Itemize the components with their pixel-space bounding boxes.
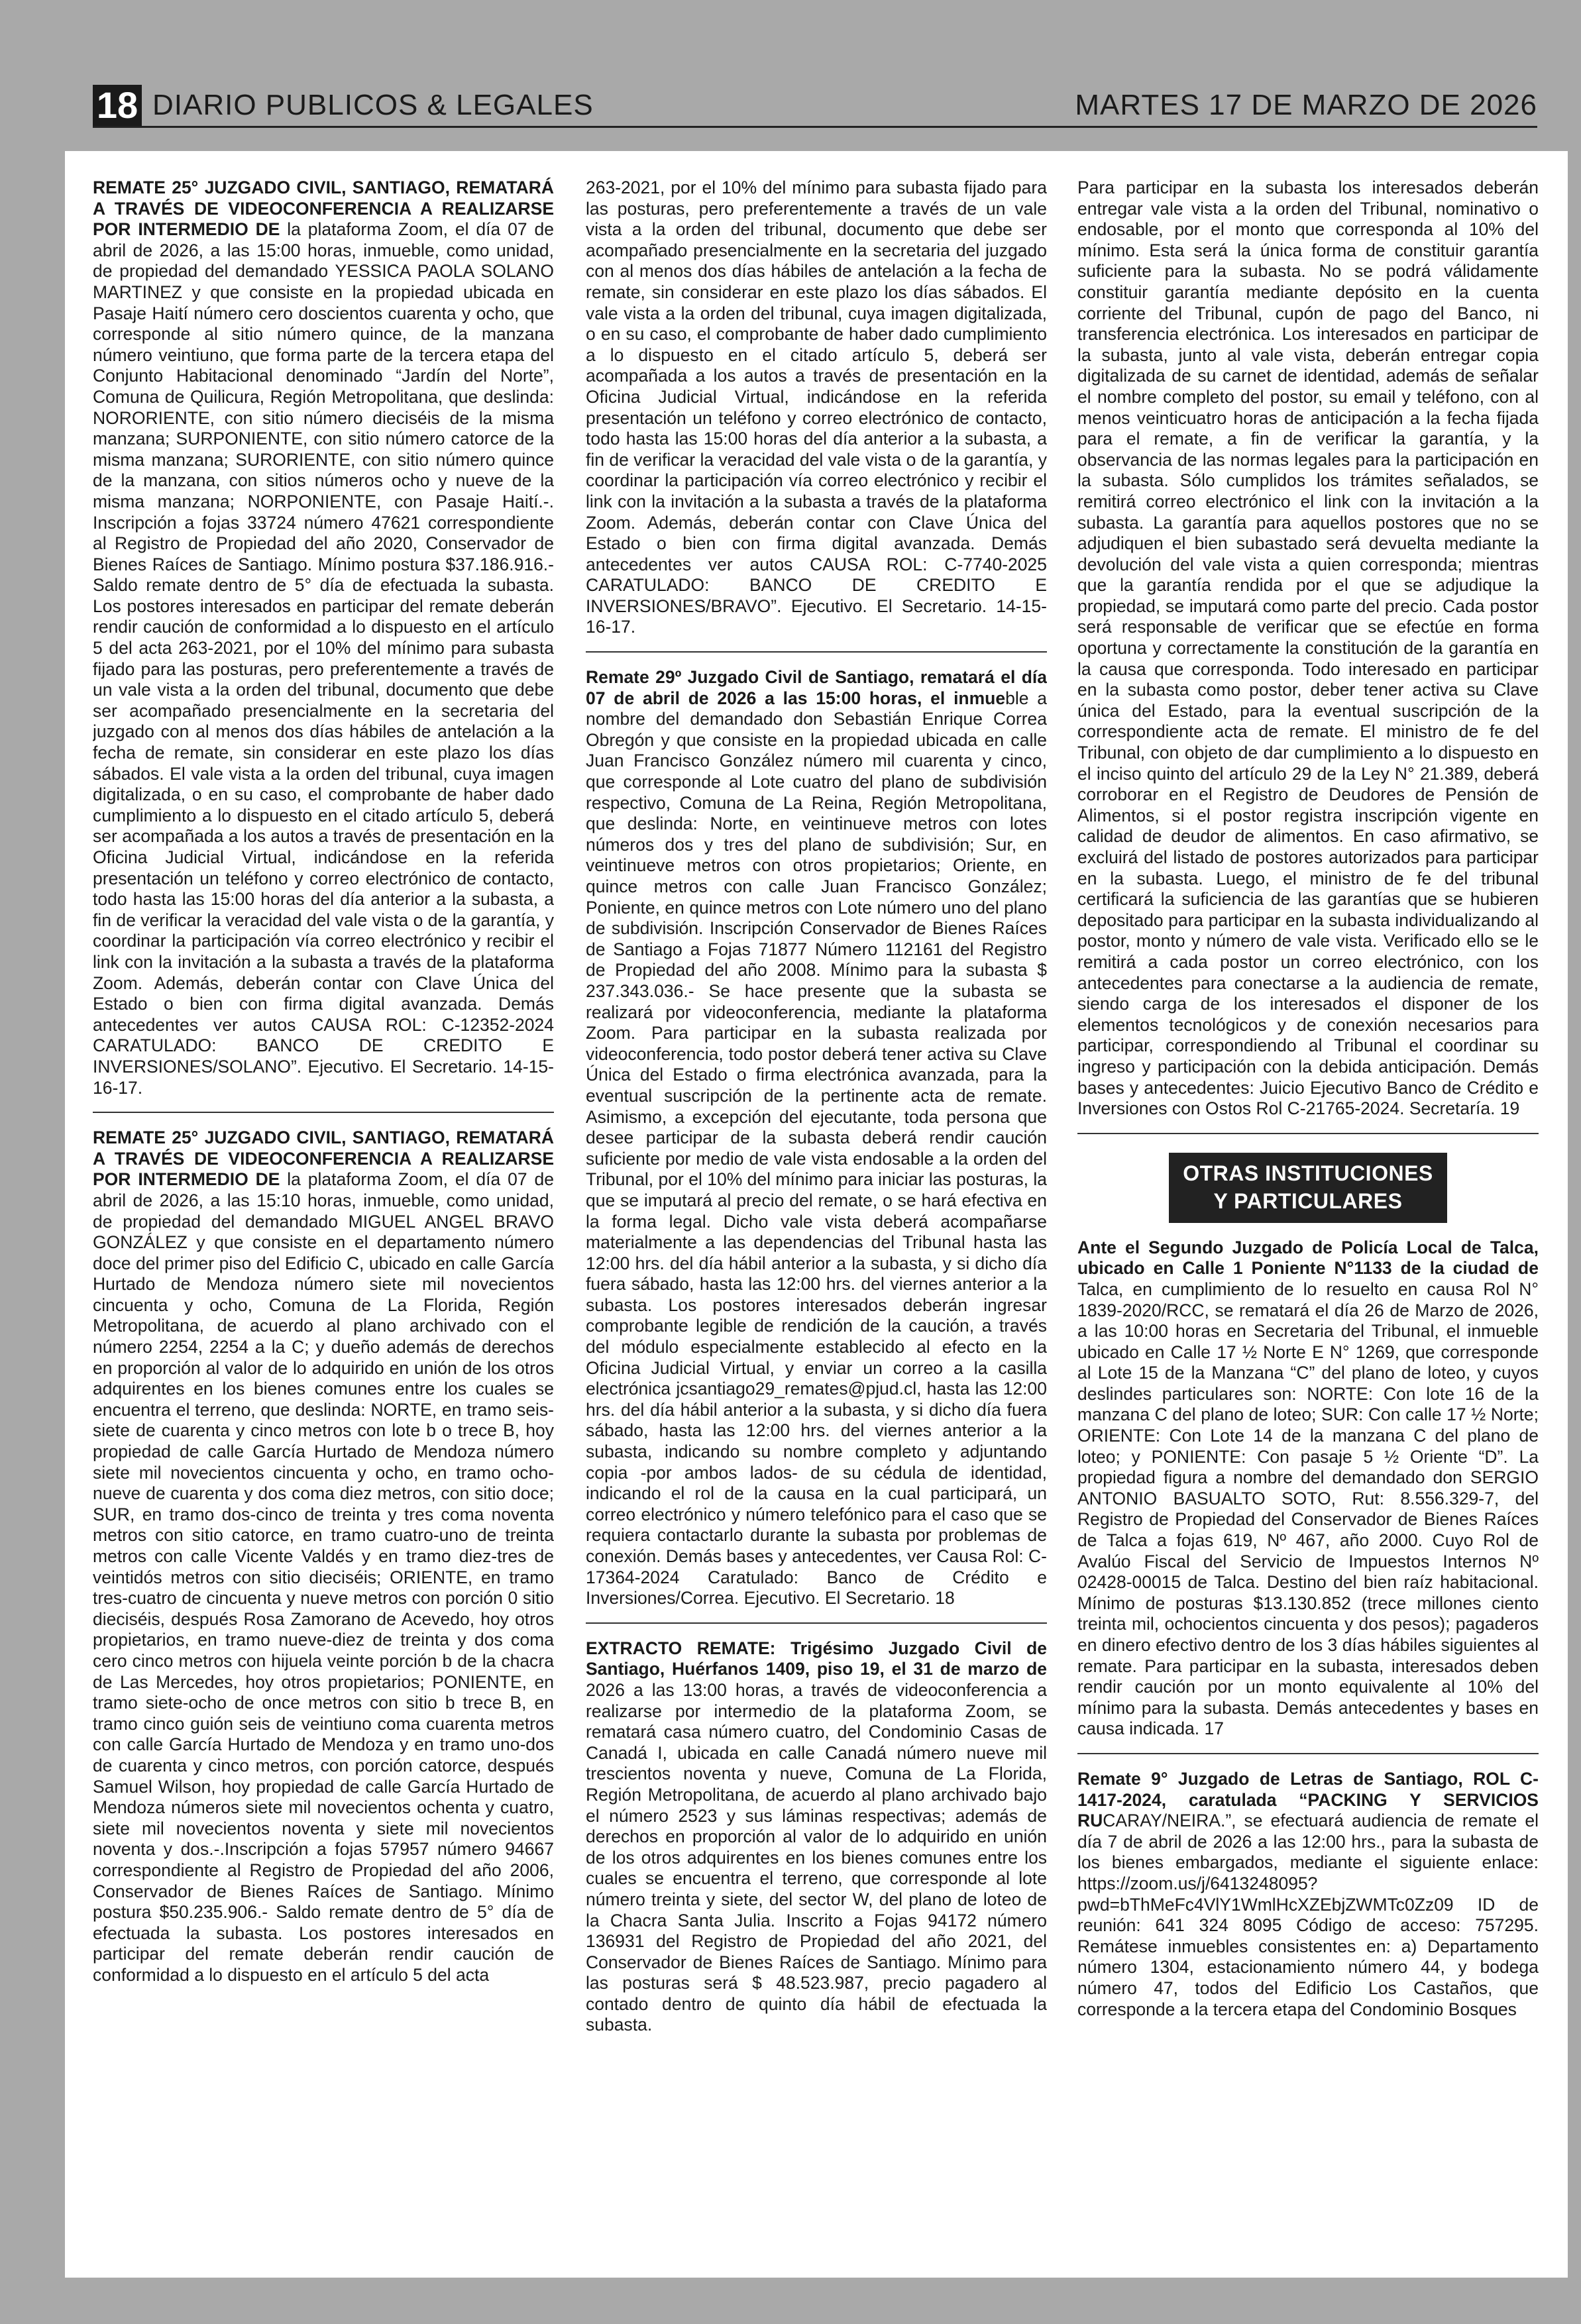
page-header bbox=[93, 85, 1537, 128]
legal-notice bbox=[1077, 178, 1539, 1120]
page-number: 18 bbox=[93, 85, 142, 126]
notice-divider bbox=[586, 651, 1047, 653]
notice-heading: EXTRACTO REMATE: Trigésimo Juzgado Civil de Santiago, Huérfanos 1409, piso 19, el 31 de marzo de bbox=[586, 1638, 1047, 1679]
notice-divider bbox=[93, 1112, 554, 1113]
legal-notice bbox=[586, 178, 1047, 638]
notice-body: 263-2021, por el 10% del mínimo para subasta fijado para las posturas, pero preferentemente a través de un vale vista a la orden del tribunal, documento que debe ser acompañado presencialmente en la secretaria del juzgado con al menos dos días hábiles de antelación a la fecha de remate, sin considerar en este plazo los días sábados. El vale vista a la orden del tribunal, cuya imagen digitalizada, o en su caso, el comprobante de haber dado cumplimiento a lo dispuesto en el citado artículo 5, deberá ser acompañada a los autos a través de presentación en la Oficina Judicial Virtual, indicándose en la referida presentación un teléfono y correo electrónico de contacto, todo hasta las 15:00 horas del día anterior a la subasta, a fin de verificar la veracidad del vale vista o de la garantía, y coordinar la participación vía correo electrónico y recibir el link con la invitación a la subasta a través de la plataforma Zoom. Además, deberán contar con Clave Única del Estado o bien con firma digital avanzada. Demás antecedentes ver autos CAUSA ROL: C-7740-2025 CARATULADO: BANCO DE CREDITO E INVERSIONES/BRAVO”. Ejecutivo. El Secretario. 14-15-16-17. bbox=[586, 178, 1047, 637]
notice-divider bbox=[1077, 1133, 1539, 1134]
notice-heading: REMATE 25° JUZGADO CIVIL, SANTIAGO, REMATARÁ A TRAVÉS DE VIDEOCONFERENCIA A REALIZARSE POR INTERMEDIO DE bbox=[93, 178, 554, 240]
issue-date: MARTES 17 DE MARZO DE 2026 bbox=[1075, 89, 1537, 121]
notice-body: Talca, en cumplimiento de lo resuelto en causa Rol N° 1839-2020/RCC, se rematará el día 26 de Marzo de 2026, a las 10:00 horas en Secretaria del Tribunal, el inmueble ubicado en Calle 17 ½ Norte E N° 1269, que corresponde al Lote 15 de la Manzana “C” del plano de loteo, y cuyos deslindes particulares son: NORTE: Con lote 16 de la manzana C del plano de loteo; SUR: Con calle 17 ½ Norte; ORIENTE: Con Lote 14 de la manzana C del plano de loteo; y PONIENTE: Con pasaje 5 ½ Oriente “D”. La propiedad figura a nombre del demandado don SERGIO ANTONIO BASUALTO SOTO, Rut: 8.556.329-7, del Registro de Propiedad del Conservador de Bienes Raíces de Talca a fojas 619, Nº 467, año 2000. Cuyo Rol de Avalúo Fiscal del Servicio de Impuestos Internos Nº 02428-00015 de Talca. Destino del bien raíz habitacional. Mínimo de posturas $13.130.852 (trece millones ciento treinta mil, ochocientos cincuenta y dos pesos); pagaderos en dinero efectivo dentro de los 3 días hábiles siguientes al remate. Para participar en la subasta, interesados deben rendir caución por un monto equivalente al 10% del mínimo para la subasta. Demás antecedentes y bases en causa indicada. 17 bbox=[1077, 1279, 1539, 1739]
notice-body: ble a nombre del demandado don Sebastián Enrique Correa Obregón y que consiste en la propiedad ubicada en calle Juan Francisco González número mil cuarenta y cinco, que corresponde al Lote cuatro del plano de subdivisión respectivo, Comuna de La Reina, Región Metropolitana, que deslinda: Norte, en veintinueve metros con lotes números dos y tres del plano de subdivisión; Sur, en veintinueve metros con otros propietarios; Oriente, en quince metros con calle Juan Francisco González; Poniente, en quince metros con Lote número uno del plano de subdivisión. Inscripción Conservador de Bienes Raíces de Santiago a Fojas 71877 Número 112161 del Registro de Propiedad del año 2008. Mínimo para la subasta $ 237.343.036.- Se hace presente que la subasta se realizará por videoconferencia, mediante la plataforma Zoom. Para participar en la subasta realizada por videoconferencia, todo postor deberá tener activa su Clave Única del Estado o firma electrónica avanzada, para la eventual suscripción de la pertinente acta de remate. Asimismo, a excepción del ejecutante, toda persona que desee participar de la subasta deberá rendir caución suficiente por medio de vale vista endosable a la orden del Tribunal, por el 10% del mínimo para iniciar las posturas, la que se imputará al precio del remate, o se hará efectiva en la forma legal. Dicho vale vista deberá acompañarse materialmente a las dependencias del Tribunal hasta las 12:00 hrs. del día hábil anterior a la subasta, y si dicho día fuera sábado, hasta las 12:00 hrs. del viernes anterior a la subasta. Los postores interesados deberán ingresar comprobante legible de rendición de la caución, a través del módulo especialmente establecido al efecto en la Oficina Judicial Virtual, y enviar un correo a la casilla electrónica jcsantiago29_remates@pjud.cl, hasta las 12:00 hrs. del día hábil anterior a la subasta, y si dicho día fuera sábado, hasta las 12:00 hrs. del viernes anterior a la subasta, indicando su nombre completo y adjuntando copia -por ambos lados- de su cédula de identidad, indicando el rol de la causa en la cual participará, un correo electrónico y número telefónico para el caso que se requiera contactarlo durante la subasta por problemas de conexión. Demás bases y antecedentes, ver Causa Rol: C-17364-2024 Caratulado: Banco de Crédito e Inversiones/Correa. Ejecutivo. El Secretario. 18 bbox=[586, 688, 1047, 1609]
legal-notice bbox=[1077, 1769, 1539, 2020]
notice-body: la plataforma Zoom, el día 07 de abril de 2026, a las 15:00 horas, inmueble, como unidad, de propiedad del demandado YESSICA PAOLA SOLANO MARTINEZ y que consiste en la propiedad ubicada en Pasaje Haití número cero doscientos cuarenta y ocho, que corresponde al sitio número quince, de la manzana número veintiuno, que forma parte de la tercera etapa del Conjunto Habitacional denominado “Jardín del Norte”, Comuna de Quilicura, Región Metropolitana, que deslinda: NORORIENTE, con sitio número dieciséis de la misma manzana; SURPONIENTE, con sitio número catorce de la misma manzana; SURORIENTE, con sitio número quince de la manzana, con sitios números ocho y nueve de la misma manzana; NORPONIENTE, con Pasaje Haití.-. Inscripción a fojas 33724 número 47621 correspondiente al Registro de Propiedad del año 2020, Conservador de Bienes Raíces de Santiago. Mínimo postura $37.186.916.- Saldo remate dentro de 5° día de efectuada la subasta. Los postores interesados en participar del remate deberán rendir caución de conformidad a lo dispuesto en el artículo 5 del acta 263-2021, por el 10% del mínimo para subasta fijado para las posturas, pero preferentemente a través de un vale vista a la orden del tribunal, documento que debe ser acompañado presencialmente en la secretaria del juzgado con al menos dos días hábiles de antelación a la fecha de remate, sin considerar en este plazo los días sábados. El vale vista a la orden del tribunal, cuya imagen digitalizada, o en su caso, el comprobante de haber dado cumplimiento a lo dispuesto en el citado artículo 5, deberá ser acompañada a los autos a través de presentación en la Oficina Judicial Virtual, indicándose en la referida presentación un teléfono y correo electrónico de contacto, todo hasta las 15:00 horas del día anterior a la subasta, a fin de verificar la veracidad del vale vista o de la garantía, y coordinar la participación vía correo electrónico y recibir el link con la invitación a la subasta a través de la plataforma Zoom. Además, deberán contar con Clave Única del Estado o bien con firma digital avanzada. Demás antecedentes ver autos CAUSA ROL: C-12352-2024 CARATULADO: BANCO DE CREDITO E INVERSIONES/SOLANO”. Ejecutivo. El Secretario. 14-15-16-17. bbox=[93, 219, 554, 1098]
notice-body: CARAY/NEIRA.”, se efectuará audiencia de remate el día 7 de abril de 2026 a las 12:00 hrs., para la subasta de los bienes embargados, mediante el siguiente enlace: https://zoom.us/j/6413248095?pwd=bThMeFc4VlY1WmlHcXZEbjZWMTc0Zz09 ID de reunión: 641 324 8095 Código de acceso: 757295. Remátese inmuebles consistentes en: a) Departamento número 1304, estacionamiento número 44, y bodega número 47, todos del Edificio Los Castaños, que corresponde a la tercera etapa del Condominio Bosques bbox=[1077, 1811, 1539, 2019]
section-heading-line: Y PARTICULARES bbox=[1213, 1188, 1403, 1213]
notice-heading: Ante el Segundo Juzgado de Policía Local de Talca, ubicado en Calle 1 Poniente N°1133 de la ciudad de bbox=[1077, 1237, 1539, 1279]
section-heading-line: OTRAS INSTITUCIONES bbox=[1183, 1161, 1433, 1185]
notice-divider bbox=[1077, 1753, 1539, 1754]
newspaper-page bbox=[65, 151, 1568, 2278]
column-2 bbox=[586, 178, 1047, 2258]
newspaper-name: DIARIO PUBLICOS & LEGALES bbox=[152, 89, 594, 121]
legal-notice bbox=[1077, 1238, 1539, 1740]
notice-heading: REMATE 25° JUZGADO CIVIL, SANTIAGO, REMATARÁ A TRAVÉS DE VIDEOCONFERENCIA A REALIZARSE POR INTERMEDIO DE bbox=[93, 1128, 554, 1190]
column-1 bbox=[93, 178, 554, 2258]
legal-notice bbox=[93, 1128, 554, 1985]
section-heading bbox=[1169, 1153, 1447, 1223]
notice-body: la plataforma Zoom, el día 07 de abril de 2026, a las 15:10 horas, inmueble, como unidad, de propiedad del demandado MIGUEL ANGEL BRAVO GONZÁLEZ y que consiste en el departamento número doce del primer piso del Edificio C, ubicado en calle García Hurtado de Mendoza número siete mil novecientos cincuenta y ocho, Comuna de La Florida, Región Metropolitana, de acuerdo al plano archivado con el número 2254, 2254 a la C; y dueño además de derechos en proporción al valor de lo adquirido en unión de los otros adquirentes en los bienes comunes entre los cuales se encuentra el terreno, que deslinda: NORTE, en tramo seis-siete de cuarenta y cinco metros con lote b o trece B, hoy propiedad de calle García Hurtado de Mendoza número siete mil novecientos cincuenta y ocho, en tramo ocho-nueve de cuarenta y dos coma diez metros, con sitio doce; SUR, en tramo dos-cinco de treinta y tres coma noventa metros con sitio catorce, en tramo cuatro-uno de treinta metros con calle Vicente Valdés y en tramo diez-tres de veintidós metros con sitio dieciséis; ORIENTE, en tramo tres-cuatro de cincuenta y nueve metros con porción 0 sitio dieciséis, después Rosa Zamorano de Acevedo, hoy otros propietarios, en tramo nueve-diez de treinta y dos coma cero cinco metros con hijuela veinte porción b de la chacra de Las Mercedes, hoy otros propietarios; PONIENTE, en tramo siete-ocho de once metros con sitio b trece B, en tramo cinco guión seis de veintiuno coma cuarenta metros con calle García Hurtado de Mendoza y en tramo uno-dos de cuarenta y cinco metros, con porción catorce, después Samuel Wilson, hoy propiedad de calle García Hurtado de Mendoza números siete mil novecientos ochenta y cuatro, siete mil novecientos noventa y siete mil novecientos noventa y dos.-.Inscripción a fojas 57957 número 94667 correspondiente al Registro de Propiedad del año 2006, Conservador de Bienes Raíces de Santiago. Mínimo postura $50.235.906.- Saldo remate dentro de 5° día de efectuada la subasta. Los postores interesados en participar del remate deberán rendir caución de conformidad a lo dispuesto en el artículo 5 del acta bbox=[93, 1169, 554, 1985]
notice-heading: Remate 29º Juzgado Civil de Santiago, rematará el día 07 de abril de 2026 a las 15:00 horas, el inmue bbox=[586, 667, 1047, 708]
legal-notice bbox=[93, 178, 554, 1098]
notice-heading: Remate 9° Juzgado de Letras de Santiago, ROL C-1417-2024, caratulada “PACKING Y SERVICIOS RU bbox=[1077, 1768, 1539, 1831]
legal-notice bbox=[586, 667, 1047, 1609]
notice-divider bbox=[586, 1622, 1047, 1624]
notice-body: 2026 a las 13:00 horas, a través de videoconferencia a realizarse por intermedio de la plataforma Zoom, se rematará casa número cuatro, del Condominio Casas de Canadá I, ubicada en calle Canadá número nueve mil trescientos noventa y nueve, Comuna de La Florida, Región Metropolitana, de acuerdo al plano archivado bajo el número 2523 y sus láminas respectivas; además de derechos en proporción al valor de lo adquirido en unión de los otros adquirentes en los bienes comunes entre los cuales se encuentra el terreno, que corresponde al lote número treinta y siete, del sector W, del plano de loteo de la Chacra Santa Julia. Inscrito a Fojas 94172 número 136931 del Registro de Propiedad del año 2021, del Conservador de Bienes Raíces de Santiago. Mínimo para las posturas será $ 48.523.987, precio pagadero al contado dentro de quinto día hábil de efectuada la subasta. bbox=[586, 1679, 1047, 2035]
legal-notice bbox=[586, 1638, 1047, 2036]
notice-body: Para participar en la subasta los interesados deberán entregar vale vista a la orden del Tribunal, nominativo o endosable, por el monto que corresponda al 10% del mínimo. Esta será la única forma de constituir garantía suficiente para la subasta. No se podrá válidamente constituir garantía mediante depósito en la cuenta corriente del Tribunal, cupón de pago del Banco, ni transferencia electrónica. Los interesados en participar de la subasta, junto al vale vista, deberán entregar copia digitalizada de su carnet de identidad, además de señalar el nombre completo del postor, su email y teléfono, con al menos veinticuatro horas de anticipación a la fecha fijada para el remate, a fin de verificar la garantía, y la observancia de las normas legales para la participación en la subasta. Sólo cumplidos los trámites señalados, se remitirá correo electrónico el link con la invitación a la subasta. La garantía para aquellos postores que no se adjudiquen el bien subastado será devuelta mediante la devolución del vale vista a quien corresponda; mientras que la garantía rendida por el que se adjudique la propiedad, se imputará como parte del precio. Cada postor será responsable de verificar que se efectúe en forma oportuna y correctamente la constitución de la garantía en la causa que corresponda. Todo interesado en participar en la subasta como postor, deber tener activa su Clave única del Estado, para la eventual suscripción de la correspondiente acta de remate. El ministro de fe del Tribunal, con objeto de dar cumplimiento a lo dispuesto en el inciso quinto del artículo 29 de la Ley N° 21.389, deberá corroborar en el Registro de Deudores de Pensión de Alimentos, si el postor registra inscripción vigente en calidad de deudor de alimentos. En caso afirmativo, se excluirá del listado de postores autorizados para participar en la subasta. Luego, el ministro de fe del tribunal certificará la suficiencia de las garantías que se hubieren depositado para participar en la subasta individualizando al postor, monto y número de vale vista. Verificado ello se le remitirá a cada postor un correo electrónico, con los antecedentes para conectarse a la audiencia de remate, siendo carga de los interesados el disponer de los elementos tecnológicos y de conexión necesarios para participar, correspondiendo al Tribunal el coordinar su ingreso y participación con la debida anticipación. Demás bases y antecedentes: Juicio Ejecutivo Banco de Crédito e Inversiones con Ostos Rol C-21765-2024. Secretaría. 19 bbox=[1077, 178, 1539, 1119]
column-3 bbox=[1077, 178, 1539, 2258]
